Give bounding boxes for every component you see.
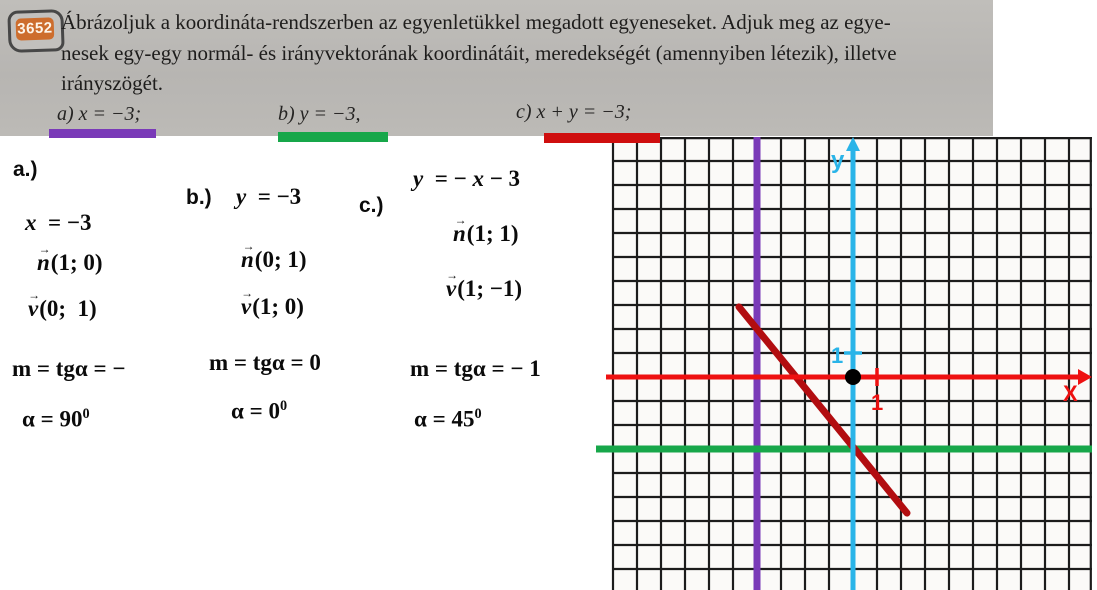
solution-a-label: a.) — [13, 158, 38, 181]
underline-c — [544, 133, 660, 143]
problem-number: 3652 — [16, 17, 55, 40]
subproblem-c: c) x + y = −3; — [516, 101, 632, 123]
solution-a-angle: $\alpha = 90^0$ — [22, 406, 90, 432]
solution-b-label: b.) — [186, 186, 212, 209]
solution-a-direction-vector: → v(0; 1) — [27, 296, 97, 322]
problem-text-line-2: nesek egy-egy normál- és irányvektorának koordinátáit, meredekségét (amennyiben létezik), illetve — [61, 40, 897, 65]
y-axis-tick-label: 1 — [831, 343, 844, 368]
textbook-scan-region — [0, 0, 993, 136]
problem-text-line-3: irányszögét. — [61, 71, 164, 95]
solution-b-equation: y = −3 — [236, 184, 302, 209]
subproblem-a: a) x = −3; — [57, 103, 142, 125]
coordinate-grid — [613, 137, 1092, 590]
origin-dot — [845, 369, 861, 385]
solution-c-normal-vector: → n(1; 1) — [452, 221, 519, 247]
problem-number-badge — [7, 9, 64, 53]
underline-b — [278, 132, 388, 142]
solution-b-normal-vector: → n(0; 1) — [240, 247, 307, 273]
y-axis-label: y — [831, 147, 845, 174]
x-axis-label: X — [1063, 381, 1078, 406]
solution-b-angle: $\alpha = 0^0$ — [231, 398, 288, 424]
problem-text-line-1: Ábrázoljuk a koordináta-rendszerben az egyenletükkel megadott egyeneseket. Adjuk meg az egye- — [61, 10, 891, 34]
problem-text — [61, 7, 991, 99]
solution-c-slope: m = tgα = − 1 — [410, 356, 541, 381]
subproblem-b: b) y = −3, — [278, 103, 361, 125]
solution-c-direction-vector: → v(1; −1) — [445, 276, 522, 302]
solution-a-slope: m = tgα = − — [12, 356, 126, 381]
solution-c-equation: y = − x − 3 — [413, 166, 521, 191]
solution-b-direction-vector: → v(1; 0) — [240, 294, 304, 320]
solution-c-angle: $\alpha = 45^0$ — [414, 406, 482, 432]
underline-a — [49, 129, 156, 138]
solution-a-equation: x = −3 — [25, 210, 92, 235]
solution-c-label: c.) — [359, 194, 384, 217]
x-axis-tick-label: 1 — [871, 390, 884, 415]
solution-b-slope: m = tgα = 0 — [209, 350, 321, 375]
solution-a-normal-vector: → n(1; 0) — [36, 250, 103, 276]
